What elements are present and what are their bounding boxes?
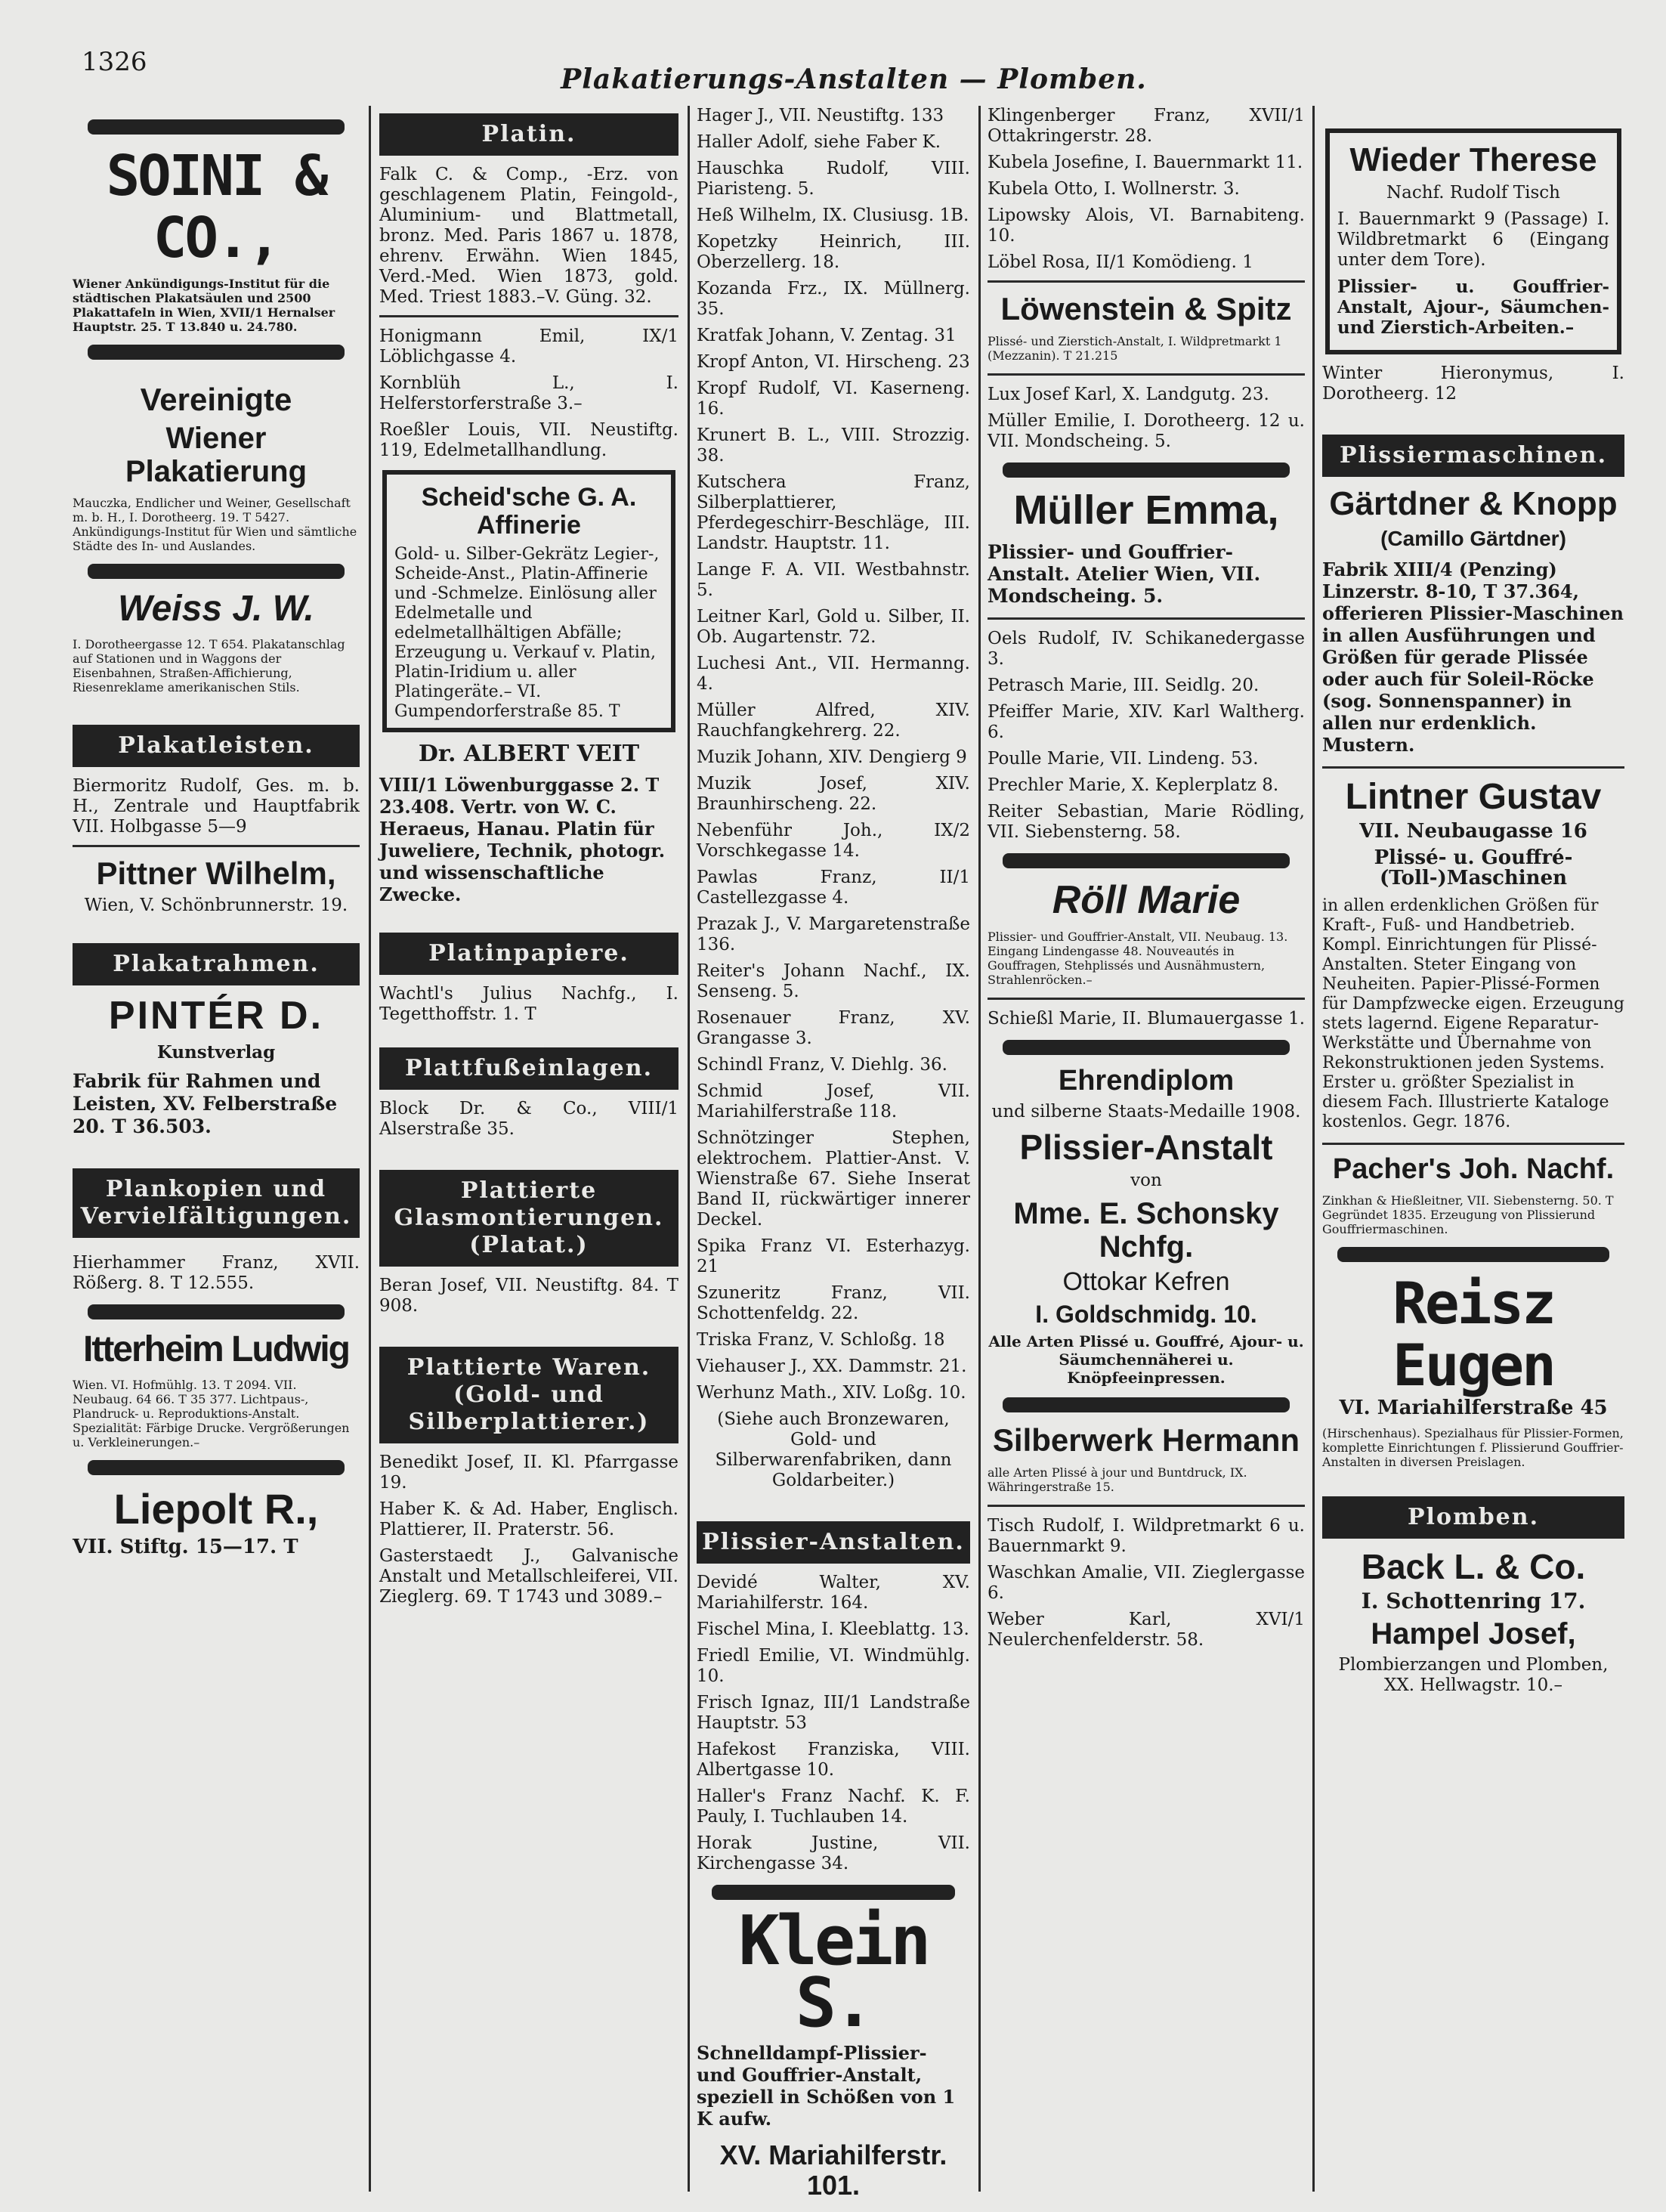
divider bbox=[1322, 1143, 1624, 1145]
ad-gaertdner-name: Gärtdner & Knopp bbox=[1329, 485, 1618, 523]
entry-hess: Heß Wilhelm, IX. Clusiusg. 1B. bbox=[697, 206, 969, 225]
entry-kopetzky: Kopetzky Heinrich, III. Oberzellerg. 18. bbox=[697, 232, 970, 272]
ad-ehrendiplom-sub: und silberne Staats-Medaille 1908. bbox=[991, 1101, 1301, 1121]
entry-lange: Lange F. A. VII. Westbahnstr. 5. bbox=[697, 560, 970, 600]
entry-kubela-j: Kubela Josefine, I. Bauernmarkt 11. bbox=[988, 153, 1303, 172]
heading-plakatrahmen: Plakatrahmen. bbox=[73, 943, 360, 985]
column-1 bbox=[73, 106, 360, 2184]
entry-kratfak: Kratfak Johann, V. Zentag. 31 bbox=[697, 326, 957, 345]
entry-viehauser: Viehauser J., XX. Dammstr. 21. bbox=[697, 1357, 967, 1376]
column-3 bbox=[697, 106, 970, 2201]
entry-werhunz: Werhunz Math., XIV. Loßg. 10. bbox=[697, 1383, 966, 1403]
entry-haller-a: Haller Adolf, siehe Faber K. bbox=[697, 132, 941, 152]
ad-scheid-name: Scheid'sche G. A. Affinerie bbox=[421, 483, 637, 540]
ad-itterheim-name: Itterheim Ludwig bbox=[83, 1329, 349, 1370]
entry-mueller-a: Müller Alfred, XIV. Rauchfangkehrerg. 22. bbox=[697, 701, 970, 741]
ad-pinter-text: Fabrik für Rahmen und Leisten, XV. Felberstraße 20. T 36.503. bbox=[73, 1070, 338, 1138]
ad-reisz-text: (Hirschenhaus). Spezialhaus für Plissier-Formen, komplette Einrichtungen f. Plissierund Gouffrier-Anstalten in diversen Preislagen. bbox=[1322, 1426, 1624, 1470]
entry-mueller-e: Müller Emilie, I. Dorotheerg. 12 u. VII. Mondscheing. 5. bbox=[988, 411, 1305, 452]
entry-pfeiffer: Pfeiffer Marie, XIV. Karl Waltherg. 6. bbox=[988, 701, 1305, 742]
ad-ehrendiplom-title: Ehrendiplom bbox=[1058, 1064, 1235, 1097]
entry-petrasch: Petrasch Marie, III. Seidlg. 20. bbox=[988, 675, 1260, 695]
entry-block: Block Dr. & Co., VIII/1 Alserstraße 35. bbox=[379, 1098, 678, 1139]
entry-weber: Weber Karl, XVI/1 Neulerchenfelderstr. 58. bbox=[988, 1609, 1305, 1650]
entry-lux: Lux Josef Karl, X. Landgutg. 23. bbox=[988, 385, 1269, 405]
column-rule bbox=[688, 106, 690, 2192]
ad-vereinigte-title: Vereinigte bbox=[140, 382, 292, 417]
ad-liepolt-text: VII. Stiftg. 15—17. T bbox=[73, 1535, 298, 1558]
ornament-bar bbox=[1337, 1247, 1609, 1262]
ad-scheid-text: Gold- u. Silber-Gekrätz Legier-, Scheide-Anst., Platin-Affinerie und -Schmelze. Einlösung aller Edelmetalle und edelmetallhältigen Abfälle; Erzeugung u. Verkauf v. Platin, Platin-Iridium u. aller Platingeräte.– VI. Gumpendorferstraße 85. T bbox=[394, 544, 660, 721]
ornament-bar bbox=[88, 119, 345, 135]
entry-benedikt: Benedikt Josef, II. Kl. Pfarrgasse 19. bbox=[379, 1452, 678, 1493]
entry-waschkan: Waschkan Amalie, VII. Zieglergasse 6. bbox=[988, 1562, 1305, 1603]
ad-reisz-name: Reisz Eugen bbox=[1392, 1270, 1554, 1400]
ad-scheid bbox=[382, 470, 675, 732]
heading-platin: Platin. bbox=[379, 113, 678, 156]
ornament-bar bbox=[1003, 853, 1290, 868]
column-2 bbox=[379, 106, 678, 2184]
ornament-bar bbox=[1003, 1040, 1290, 1055]
ornament-bar bbox=[88, 564, 345, 579]
entry-beran: Beran Josef, VII. Neustiftg. 84. T 908. bbox=[379, 1275, 678, 1316]
entry-oels: Oels Rudolf, IV. Schikanedergasse 3. bbox=[988, 628, 1305, 669]
entry-biermoritz: Biermoritz Rudolf, Ges. m. b. H., Zentrale und Hauptfabrik VII. Holbgasse 5—9 bbox=[73, 775, 360, 837]
ad-back-name: Back L. & Co. bbox=[1361, 1547, 1586, 1587]
ad-reisz-address: VI. Mariahilferstraße 45 bbox=[1339, 1397, 1608, 1420]
entry-lipowsky: Lipowsky Alois, VI. Barnabiteng. 10. bbox=[988, 206, 1305, 246]
entry-hierhammer: Hierhammer Franz, XVII. Rößerg. 8. T 12.555. bbox=[73, 1253, 360, 1294]
ad-vereinigte-text: Mauczka, Endlicher und Weiner, Gesellschaft m. b. H., I. Dorotheerg. 19. T 5427. Ankündigungs-Institut für Wien und sämtliche Städte des In- und Auslandes. bbox=[73, 496, 357, 554]
ad-silberwerk-name: Silberwerk Hermann bbox=[992, 1422, 1300, 1458]
ad-emma-text: Plissier- und Gouffrier-Anstalt. Atelier Wien, VII. Mondscheing. 5. bbox=[988, 540, 1261, 607]
ornament-bar bbox=[1003, 463, 1290, 478]
ad-lintner-text: in allen erdenklichen Größen für Kraft-, Fuß- und Handbetrieb. Kompl. Einrichtungen für Plissé-Anstalten. Steter Eingang von Neuheiten. Papier-Plissé-Formen für Dampfzwecke eigen. Erzeugung stets lagernd. Eigene Reparatur-Werkstätte und Übernahme von Rekonstruktionen jeden Systems. Erster u. größter Spezialist in diesem Fach. Illustrierte Kataloge kostenlos. Gegr. 1876. bbox=[1322, 896, 1624, 1132]
entry-devide: Devidé Walter, XV. Mariahilferstr. 164. bbox=[697, 1573, 970, 1613]
note-siehe-auch: (Siehe auch Bronzewaren, Gold- und Silberwarenfabriken, dann Goldarbeiter.) bbox=[715, 1409, 952, 1490]
entry-reiter-j: Reiter's Johann Nachf., IX. Senseng. 5. bbox=[697, 961, 970, 1001]
ad-wieder-text2: I. Bauernmarkt 9 (Passage) I. Wildbretmarkt 6 (Eingang unter dem Tore). bbox=[1337, 209, 1609, 271]
ad-soini-text: Wiener Ankündigungs-Institut für die städtischen Plakatsäulen und 2500 Plakattafeln in Wien, XVII/1 Hernalser Hauptstr. 25. T 13.840 u. 24.780. bbox=[73, 277, 335, 334]
entry-reiter-s: Reiter Sebastian, Marie Rödling, VII. Siebensterng. 58. bbox=[988, 801, 1305, 842]
entry-krunert: Krunert B. L., VIII. Strozzig. 38. bbox=[697, 425, 970, 466]
ad-soini-name: SOINI & CO., bbox=[106, 144, 326, 271]
ad-gaertdner-sub: (Camillo Gärtdner) bbox=[1380, 526, 1566, 550]
ad-veit-text: VIII/1 Löwenburggasse 2. T 23.408. Vertr. von W. C. Heraeus, Hanau. Platin für Juweliere, Technik, photogr. und wissenschaftliche Zwecke. bbox=[379, 773, 666, 905]
entry-prazak: Prazak J., V. Margaretenstraße 136. bbox=[697, 914, 970, 954]
ad-pacher-name: Pacher's Joh. Nachf. bbox=[1332, 1153, 1615, 1186]
entry-klingenberger: Klingenberger Franz, XVII/1 Ottakringerstr. 28. bbox=[988, 106, 1305, 146]
ad-loewenstein-name: Löwenstein & Spitz bbox=[1000, 291, 1292, 326]
entry-muzik-j: Muzik Johann, XIV. Dengierg 9 bbox=[697, 747, 967, 767]
ad-back-address: I. Schottenring 17. bbox=[1361, 1588, 1586, 1613]
entry-fischel: Fischel Mina, I. Kleeblattg. 13. bbox=[697, 1620, 969, 1639]
entry-kornbluh: Kornblüh L., I. Helferstorferstraße 3.– bbox=[379, 373, 678, 413]
ad-gaertdner-text: Fabrik XIII/4 (Penzing) Linzerstr. 8-10, T 37.364, offerieren Plissier-Maschinen in allen Ausführungen und Größen für gerade Plissée oder auch für Soleil-Röcke (sog. Sonnenspanner) in allen nur erdenklich. Mustern. bbox=[1322, 558, 1624, 756]
entry-tisch: Tisch Rudolf, I. Wildpretmarkt 6 u. Bauernmarkt 9. bbox=[988, 1515, 1305, 1556]
column-4 bbox=[988, 106, 1305, 2184]
entry-kutschera: Kutschera Franz, Silberplattierer, Pferdegeschirr-Beschläge, III. Landstr. Hauptstr. 11. bbox=[697, 472, 970, 553]
entry-hauschka: Hauschka Rudolf, VIII. Piaristeng. 5. bbox=[697, 159, 970, 199]
entry-haber: Haber K. & Ad. Haber, Englisch. Plattierer, II. Praterstr. 56. bbox=[379, 1499, 678, 1539]
ornament-bar bbox=[1003, 1397, 1290, 1412]
entry-kubela-o: Kubela Otto, I. Wollnerstr. 3. bbox=[988, 179, 1240, 199]
heading-plissiermaschinen: Plissiermaschinen. bbox=[1322, 435, 1624, 477]
ad-lintner-name: Lintner Gustav bbox=[1345, 776, 1602, 817]
entry-poulle: Poulle Marie, VII. Lindeng. 53. bbox=[988, 748, 1259, 769]
running-head: Plakatierungs-Anstalten — Plomben. bbox=[561, 63, 1147, 95]
ad-hampel-text: Plombierzangen und Plomben, XX. Hellwagstr. 10.– bbox=[1338, 1654, 1609, 1695]
entry-wachtl: Wachtl's Julius Nachfg., I. Tegetthoffstr. 1. T bbox=[379, 983, 678, 1024]
ad-ottokar: Ottokar Kefren bbox=[1062, 1267, 1230, 1297]
entry-horak: Horak Justine, VII. Kirchengasse 34. bbox=[697, 1833, 970, 1873]
ad-von: von bbox=[1130, 1171, 1162, 1191]
page-number: 1326 bbox=[82, 47, 147, 77]
divider bbox=[988, 1505, 1305, 1507]
entry-schmid: Schmid Josef, VII. Mariahilferstraße 118. bbox=[697, 1081, 970, 1121]
entry-schindl: Schindl Franz, V. Diehlg. 36. bbox=[697, 1055, 947, 1075]
divider bbox=[988, 373, 1305, 376]
entry-hager: Hager J., VII. Neustiftg. 133 bbox=[697, 106, 944, 125]
entry-triska: Triska Franz, V. Schloßg. 18 bbox=[697, 1330, 945, 1350]
entry-szuneritz: Szuneritz Franz, VII. Schottenfeldg. 22. bbox=[697, 1283, 970, 1323]
entry-falk: Falk C. & Comp., -Erz. von geschlagenem Platin, Feingold-, Aluminium- und Blattmetall, bronz. Med. Paris 1867 u. 1878, ehrenv. Erwähn. Wien 1845, Verd.-Med. Wien 1873, gold. Med. Triest 1883.–V. Güng. 32. bbox=[379, 165, 678, 307]
entry-rosenauer: Rosenauer Franz, XV. Grangasse 3. bbox=[697, 1008, 970, 1048]
ad-goldschmidg: I. Goldschmidg. 10. bbox=[1035, 1300, 1257, 1328]
heading-plattierte-waren: Plattierte Waren. (Gold- und Silberplattierer.) bbox=[379, 1347, 678, 1443]
ad-roell-text: Plissier- und Gouffrier-Anstalt, VII. Neubaug. 13. Eingang Lindengasse 48. Nouveautés in Gouffragen, Stehplissés und Ausnähmustern, Strahlenröcken.– bbox=[988, 929, 1288, 987]
ad-pittner-name: Pittner Wilhelm, bbox=[96, 855, 336, 891]
divider bbox=[988, 617, 1305, 620]
ad-wieder-text1: Nachf. Rudolf Tisch bbox=[1386, 183, 1560, 203]
ad-veit-name: Dr. ALBERT VEIT bbox=[418, 740, 640, 767]
divider bbox=[1322, 766, 1624, 769]
ad-silberwerk-text: alle Arten Plissé à jour und Buntdruck, IX. Währingerstraße 15. bbox=[988, 1465, 1247, 1494]
ad-lintner-head: Plissé- u. Gouffré-(Toll-)Maschinen bbox=[1374, 846, 1573, 890]
entry-winter: Winter Hieronymus, I. Dorotheerg. 12 bbox=[1322, 364, 1624, 404]
entry-schiessl: Schießl Marie, II. Blumauergasse 1. bbox=[988, 1008, 1306, 1029]
ad-pacher-text: Zinkhan & Hießleitner, VII. Siebensterng. 50. T Gegründet 1835. Erzeugung von Plissierund Gouffriermaschinen. bbox=[1322, 1193, 1614, 1237]
ad-emma-name: Müller Emma, bbox=[1013, 487, 1279, 534]
ornament-bar bbox=[88, 1304, 345, 1319]
entry-muzik-jo: Muzik Josef, XIV. Braunhirscheng. 22. bbox=[697, 774, 970, 814]
ad-schonsky-name: Mme. E. Schonsky Nchfg. bbox=[1013, 1197, 1279, 1264]
entry-nebenfuehr: Nebenführ Joh., IX/2 Vorschkegasse 14. bbox=[697, 821, 970, 861]
ornament-bar bbox=[88, 345, 345, 360]
divider bbox=[988, 280, 1305, 283]
divider bbox=[379, 315, 678, 317]
ornament-bar bbox=[88, 1460, 345, 1475]
entry-leitner: Leitner Karl, Gold u. Silber, II. Ob. Augartenstr. 72. bbox=[697, 607, 970, 647]
heading-plattierte-glas: Plattierte Glasmontierungen. (Platat.) bbox=[379, 1170, 678, 1267]
ornament-bar bbox=[712, 1885, 955, 1900]
column-rule bbox=[1312, 106, 1315, 2192]
heading-plomben: Plomben. bbox=[1322, 1496, 1624, 1539]
ad-loewenstein-text: Plissé- und Zierstich-Anstalt, I. Wildpretmarkt 1 (Mezzanin). T 21.215 bbox=[988, 334, 1282, 364]
divider bbox=[73, 845, 360, 847]
entry-frisch: Frisch Ignaz, III/1 Landstraße Hauptstr. 53 bbox=[697, 1693, 970, 1733]
entry-honigmann: Honigmann Emil, IX/1 Löblichgasse 4. bbox=[379, 326, 678, 367]
entry-prechler: Prechler Marie, X. Keplerplatz 8. bbox=[988, 775, 1279, 795]
column-rule bbox=[369, 106, 371, 2192]
ad-klein-address: XV. Mariahilferstr. 101. bbox=[719, 2139, 947, 2201]
heading-plattfuss: Plattfußeinlagen. bbox=[379, 1047, 678, 1090]
entry-haller-f: Haller's Franz Nachf. K. F. Pauly, I. Tuchlauben 14. bbox=[697, 1787, 970, 1827]
ad-lintner-address: VII. Neubaugasse 16 bbox=[1359, 820, 1587, 843]
ad-wieder bbox=[1325, 128, 1621, 354]
ad-pittner-text: Wien, V. Schönbrunnerstr. 19. bbox=[84, 896, 348, 916]
divider bbox=[988, 998, 1305, 1000]
ad-klein-text: Schnelldampf-Plissier- und Gouffrier-Anstalt, speziell in Schößen von 1 K aufw. bbox=[697, 2042, 956, 2130]
entry-loebel: Löbel Rosa, II/1 Komödieng. 1 bbox=[988, 252, 1253, 272]
column-5 bbox=[1322, 106, 1624, 2184]
heading-platinpapiere: Platinpapiere. bbox=[379, 933, 678, 975]
ad-weiss-text: I. Dorotheergasse 12. T 654. Plakatanschlag auf Stationen und in Waggons der Eisenbahnen, Straßen-Affichierung, Riesenreklame amerikanischen Stils. bbox=[73, 636, 345, 695]
entry-roessler: Roeßler Louis, VII. Neustiftg. 119, Edelmetallhandlung. bbox=[379, 420, 678, 460]
entry-kropf-r: Kropf Rudolf, VI. Kaserneng. 16. bbox=[697, 379, 970, 419]
heading-plakatleisten: Plakatleisten. bbox=[73, 725, 360, 767]
entry-schnoetzinger: Schnötzinger Stephen, elektrochem. Plattier-Anst. V. Wienstraße 67. Siehe Inserat Band II, rückwärtiger innerer Deckel. bbox=[697, 1128, 970, 1230]
ad-pinter-sub: Kunstverlag bbox=[156, 1042, 276, 1063]
ad-klein-name: Klein S. bbox=[738, 1901, 929, 2043]
ad-vereinigte-name: Wiener Plakatierung bbox=[125, 422, 308, 489]
heading-plankopien: Plankopien und Vervielfältigungen. bbox=[73, 1168, 360, 1238]
ad-liepolt-name: Liepolt R., bbox=[113, 1485, 319, 1533]
entry-friedl: Friedl Emilie, VI. Windmühlg. 10. bbox=[697, 1646, 970, 1686]
ad-itterheim-text: Wien. VI. Hofmühlg. 13. T 2094. VII. Neubaug. 64 66. T 35 377. Lichtpaus-, Plandruck- u. Reproduktions-Anstalt. Spezialität: Färbige Drucke. Vergrößerungen u. Verkleinerungen.– bbox=[73, 1378, 350, 1450]
heading-plissier-anstalten: Plissier-Anstalten. bbox=[697, 1521, 970, 1564]
entry-kropf-a: Kropf Anton, VI. Hirscheng. 23 bbox=[697, 352, 970, 372]
ad-weiss-name: Weiss J. W. bbox=[118, 589, 314, 630]
entry-hafekost: Hafekost Franziska, VIII. Albertgasse 10. bbox=[697, 1740, 970, 1780]
ad-schonsky-text: Alle Arten Plissé u. Gouffré, Ajour- u. Säumchennäherei u. Knöpfeeinpressen. bbox=[988, 1332, 1304, 1387]
ad-plissier-anstalt-title: Plissier-Anstalt bbox=[1019, 1127, 1273, 1167]
ad-hampel-name: Hampel Josef, bbox=[1371, 1616, 1576, 1650]
entry-luchesi: Luchesi Ant., VII. Hermanng. 4. bbox=[697, 654, 970, 694]
ad-wieder-text3: Plissier- u. Gouffrier-Anstalt, Ajour-, Säumchen- und Zierstich-Arbeiten.– bbox=[1337, 277, 1609, 339]
entry-gasterstaedt: Gasterstaedt J., Galvanische Anstalt und Metallschleiferei, VII. Zieglerg. 69. T 1743 und 3089.– bbox=[379, 1545, 678, 1607]
ad-pinter-name: PINTÉR D. bbox=[108, 994, 324, 1038]
column-rule bbox=[978, 106, 981, 2192]
ad-roell-name: Röll Marie bbox=[1052, 877, 1241, 922]
entry-spika: Spika Franz VI. Esterhazyg. 21 bbox=[697, 1236, 970, 1276]
ad-wieder-name: Wieder Therese bbox=[1349, 141, 1597, 178]
entry-pawlas: Pawlas Franz, II/1 Castellezgasse 4. bbox=[697, 868, 970, 908]
entry-kozanda: Kozanda Frz., IX. Müllnerg. 35. bbox=[697, 279, 970, 319]
